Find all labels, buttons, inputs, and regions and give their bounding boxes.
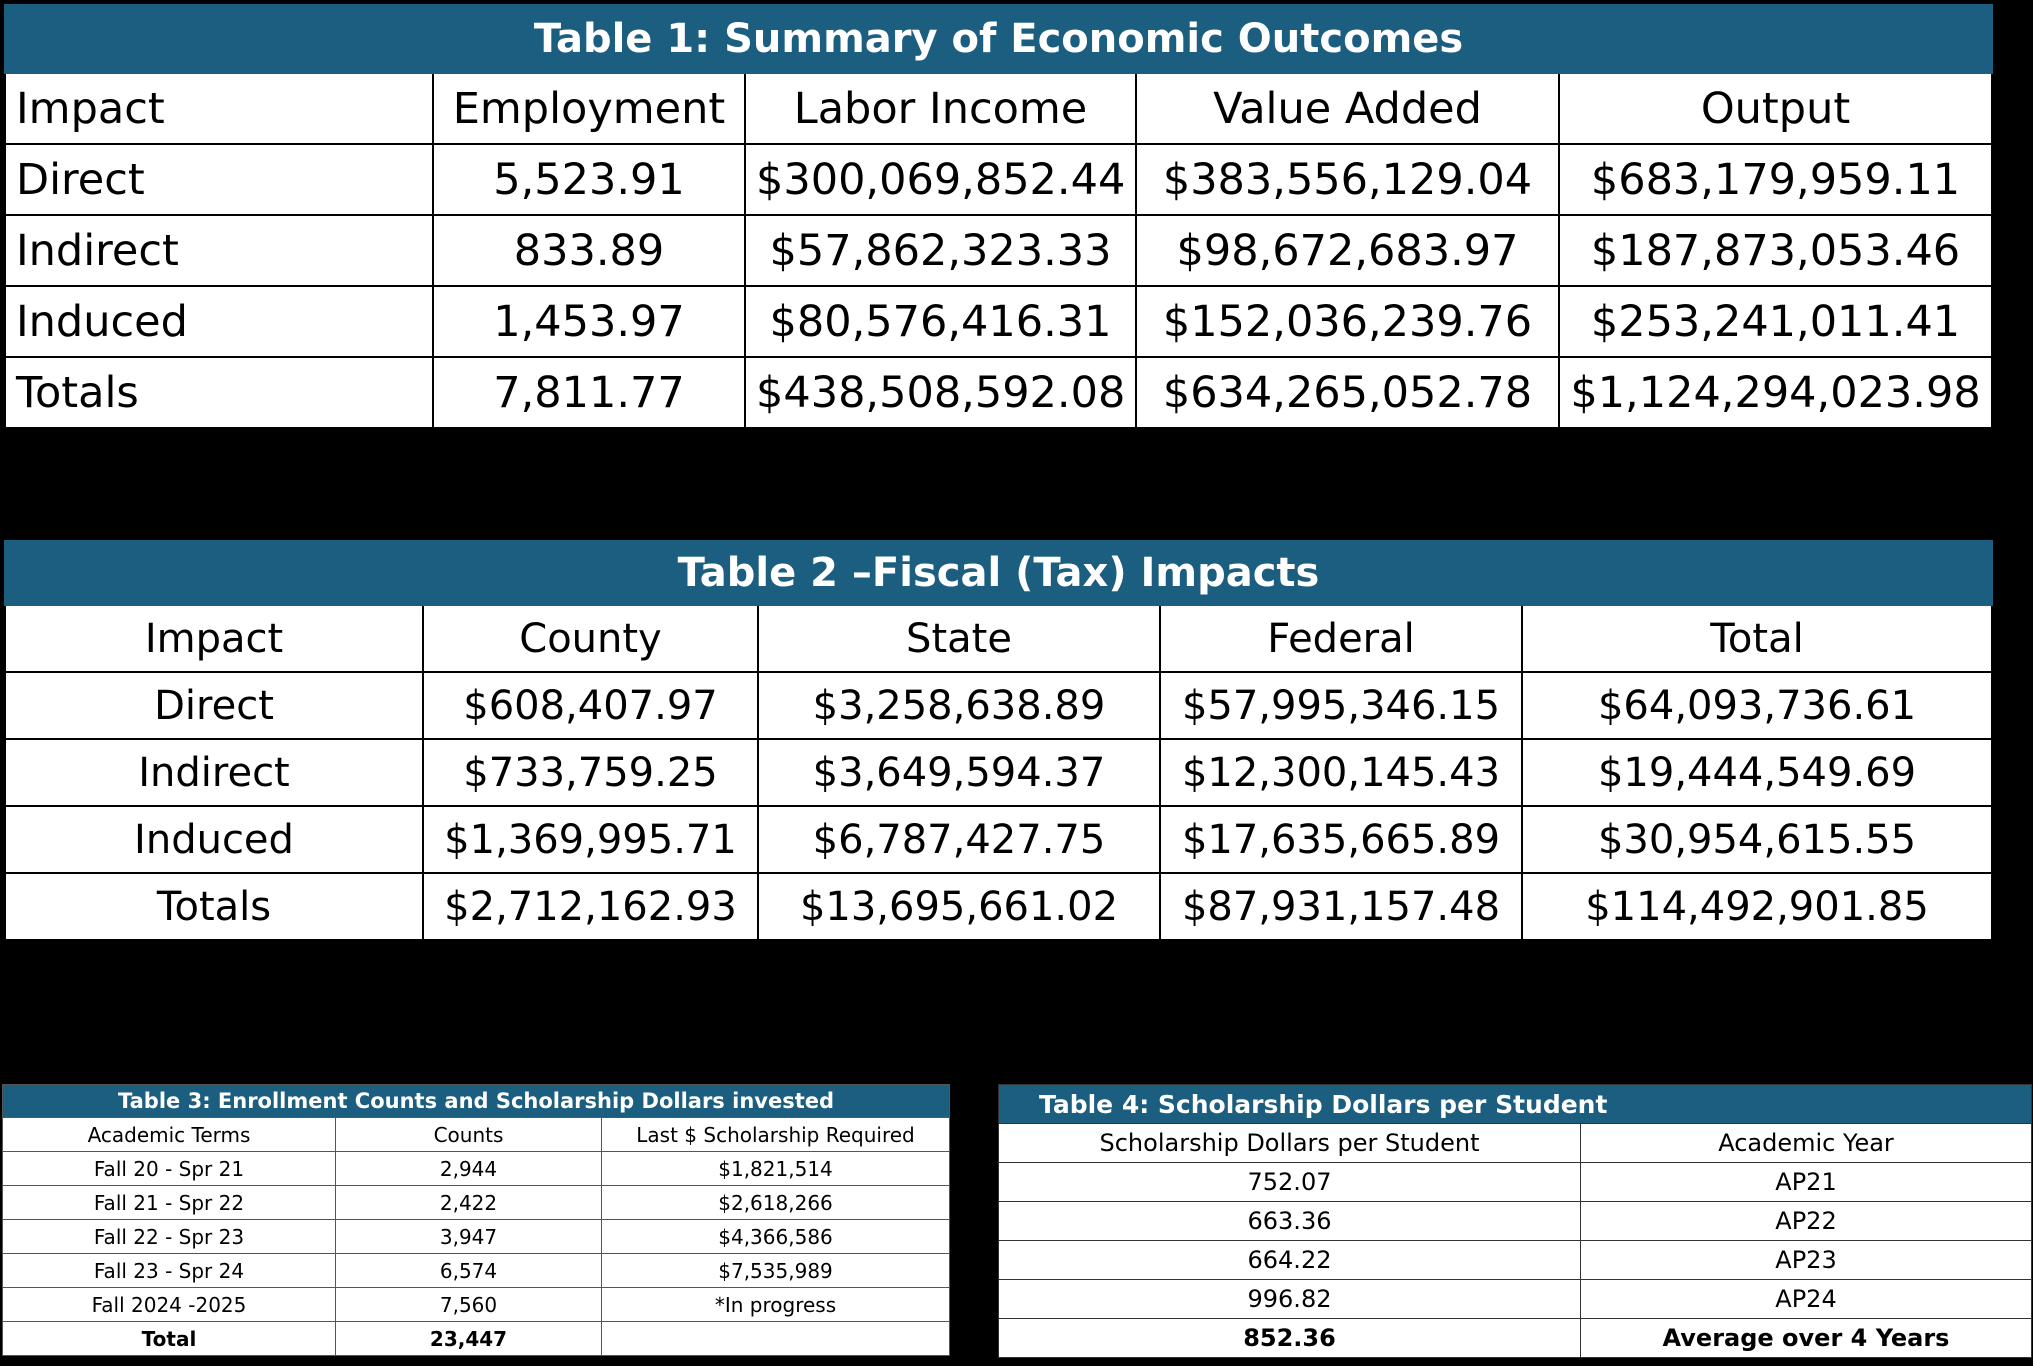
table-cell: 663.36 <box>999 1202 1581 1241</box>
table-cell: $300,069,852.44 <box>745 144 1136 215</box>
economic-outcomes-table <box>4 4 1993 429</box>
table-cell: $30,954,615.55 <box>1522 806 1992 873</box>
table-cell: *In progress <box>602 1288 950 1322</box>
table-cell: Totals <box>5 873 423 940</box>
table-cell: $12,300,145.43 <box>1160 739 1522 806</box>
table-cell: $253,241,011.41 <box>1559 286 1992 357</box>
table4-header-row <box>999 1124 2032 1163</box>
table2-header-total: Total <box>1522 605 1992 672</box>
table1-header-impact: Impact <box>5 73 433 144</box>
table-cell: $3,649,594.37 <box>758 739 1160 806</box>
table-row <box>5 739 1992 806</box>
table3-header-terms: Academic Terms <box>3 1118 336 1152</box>
fiscal-impacts-table <box>4 540 1993 941</box>
table-cell: $187,873,053.46 <box>1559 215 1992 286</box>
table2-title: Table 2 –Fiscal (Tax) Impacts <box>5 541 1992 605</box>
table3-title: Table 3: Enrollment Counts and Scholarship Dollars invested <box>3 1085 950 1118</box>
table-cell: 852.36 <box>999 1319 1581 1358</box>
table-cell: $57,995,346.15 <box>1160 672 1522 739</box>
table-cell: Fall 23 - Spr 24 <box>3 1254 336 1288</box>
table-cell: $19,444,549.69 <box>1522 739 1992 806</box>
table-row <box>5 672 1992 739</box>
table-cell: 2,422 <box>336 1186 602 1220</box>
table2-header-row <box>5 605 1992 672</box>
table-cell: $6,787,427.75 <box>758 806 1160 873</box>
table-cell: $634,265,052.78 <box>1136 357 1559 428</box>
table-cell: $7,535,989 <box>602 1254 950 1288</box>
table4-header-dollars: Scholarship Dollars per Student <box>999 1124 1581 1163</box>
table-cell: Totals <box>5 357 433 428</box>
table-row <box>5 873 1992 940</box>
table-cell: $152,036,239.76 <box>1136 286 1559 357</box>
table-cell: Fall 22 - Spr 23 <box>3 1220 336 1254</box>
table-cell: Indirect <box>5 215 433 286</box>
table-row <box>5 806 1992 873</box>
table-total-row <box>999 1319 2032 1358</box>
table-cell: 7,560 <box>336 1288 602 1322</box>
table-row <box>3 1186 950 1220</box>
table-row <box>3 1288 950 1322</box>
table-cell: 23,447 <box>336 1322 602 1356</box>
table-cell: AP24 <box>1581 1280 2032 1319</box>
table-row <box>3 1254 950 1288</box>
table-cell: $1,821,514 <box>602 1152 950 1186</box>
table3-header-counts: Counts <box>336 1118 602 1152</box>
table-cell: $4,366,586 <box>602 1220 950 1254</box>
table-cell: 5,523.91 <box>433 144 745 215</box>
table-cell <box>602 1322 950 1356</box>
table2-header-federal: Federal <box>1160 605 1522 672</box>
table-cell: $683,179,959.11 <box>1559 144 1992 215</box>
table2-header-county: County <box>423 605 758 672</box>
table-cell: Induced <box>5 286 433 357</box>
table-cell: 996.82 <box>999 1280 1581 1319</box>
table-cell: 664.22 <box>999 1241 1581 1280</box>
table-row <box>999 1163 2032 1202</box>
table-cell: 1,453.97 <box>433 286 745 357</box>
table4-title: Table 4: Scholarship Dollars per Student <box>999 1085 2032 1124</box>
table-cell: Direct <box>5 144 433 215</box>
table-cell: $64,093,736.61 <box>1522 672 1992 739</box>
table-cell: $608,407.97 <box>423 672 758 739</box>
table-total-row <box>3 1322 950 1356</box>
table1-title: Table 1: Summary of Economic Outcomes <box>5 5 1992 73</box>
table-cell: $98,672,683.97 <box>1136 215 1559 286</box>
table-cell: 3,947 <box>336 1220 602 1254</box>
table-row <box>999 1202 2032 1241</box>
table-row <box>5 286 1992 357</box>
table-cell: $438,508,592.08 <box>745 357 1136 428</box>
table4-header-year: Academic Year <box>1581 1124 2032 1163</box>
table-cell: Induced <box>5 806 423 873</box>
table1-header-output: Output <box>1559 73 1992 144</box>
table-row <box>5 357 1992 428</box>
table-cell: $17,635,665.89 <box>1160 806 1522 873</box>
table2-header-state: State <box>758 605 1160 672</box>
enrollment-scholarship-table <box>2 1084 950 1356</box>
table-cell: Fall 20 - Spr 21 <box>3 1152 336 1186</box>
table-cell: $57,862,323.33 <box>745 215 1136 286</box>
table3-header-scholarship: Last $ Scholarship Required <box>602 1118 950 1152</box>
table-cell: AP23 <box>1581 1241 2032 1280</box>
table-cell: $2,618,266 <box>602 1186 950 1220</box>
table-cell: $733,759.25 <box>423 739 758 806</box>
table-cell: Fall 2024 -2025 <box>3 1288 336 1322</box>
table-cell: $1,369,995.71 <box>423 806 758 873</box>
table-cell: $13,695,661.02 <box>758 873 1160 940</box>
table-row <box>5 215 1992 286</box>
table-cell: Fall 21 - Spr 22 <box>3 1186 336 1220</box>
table1-header-value-added: Value Added <box>1136 73 1559 144</box>
table-cell: AP21 <box>1581 1163 2032 1202</box>
table-cell: 6,574 <box>336 1254 602 1288</box>
table-cell: Indirect <box>5 739 423 806</box>
table1-header-row <box>5 73 1992 144</box>
table-cell: Average over 4 Years <box>1581 1319 2032 1358</box>
table-row <box>3 1152 950 1186</box>
table-row <box>3 1220 950 1254</box>
scholarship-per-student-table <box>998 1084 2032 1358</box>
table1-header-employment: Employment <box>433 73 745 144</box>
table3-header-row <box>3 1118 950 1152</box>
table-cell: AP22 <box>1581 1202 2032 1241</box>
table-cell: $383,556,129.04 <box>1136 144 1559 215</box>
table-cell: $2,712,162.93 <box>423 873 758 940</box>
table-cell: $1,124,294,023.98 <box>1559 357 1992 428</box>
table-cell: 833.89 <box>433 215 745 286</box>
table-cell: 2,944 <box>336 1152 602 1186</box>
table-row <box>5 144 1992 215</box>
table-cell: 752.07 <box>999 1163 1581 1202</box>
table-cell: $87,931,157.48 <box>1160 873 1522 940</box>
table-cell: $3,258,638.89 <box>758 672 1160 739</box>
table-cell: $80,576,416.31 <box>745 286 1136 357</box>
table-cell: $114,492,901.85 <box>1522 873 1992 940</box>
table2-header-impact: Impact <box>5 605 423 672</box>
table-cell: Direct <box>5 672 423 739</box>
table-cell: 7,811.77 <box>433 357 745 428</box>
table-cell: Total <box>3 1322 336 1356</box>
table1-header-labor-income: Labor Income <box>745 73 1136 144</box>
table-row <box>999 1241 2032 1280</box>
table-row <box>999 1280 2032 1319</box>
